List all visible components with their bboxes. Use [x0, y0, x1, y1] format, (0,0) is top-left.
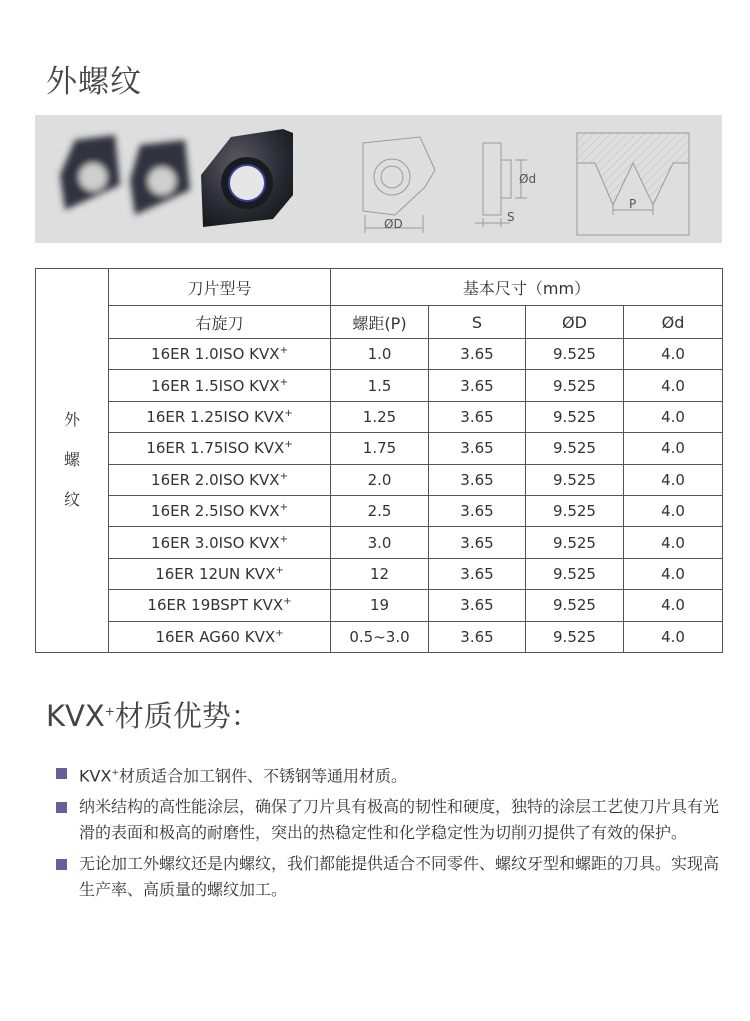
pitch-P-label: P — [629, 197, 637, 211]
bullet-square-icon — [56, 802, 67, 813]
pitch-cell: 12 — [331, 558, 429, 589]
D-cell: 9.525 — [526, 590, 624, 621]
model-cell: 16ER 1.75ISO KVX+ — [109, 433, 331, 464]
d-cell: 4.0 — [624, 370, 723, 401]
pitch-cell: 1.0 — [331, 339, 429, 370]
pitch-cell: 1.25 — [331, 401, 429, 432]
spec-table — [35, 268, 723, 653]
list-item: 纳米结构的高性能涂层，确保了刀片具有极高的韧性和硬度，独特的涂层工艺使刀片具有光滑的表面和极高的耐磨性，突出的热稳定性和化学稳定性为切削刃提供了有效的保护。 — [56, 794, 726, 847]
model-cell: 16ER AG60 KVX+ — [109, 621, 331, 652]
D-cell: 9.525 — [526, 464, 624, 495]
advantages-title: KVX+材质优势： — [46, 699, 260, 733]
table-row — [36, 339, 723, 370]
pitch-cell: 2.0 — [331, 464, 429, 495]
table-row — [36, 495, 723, 526]
list-item: 无论加工外螺纹还是内螺纹，我们都能提供适合不同零件、螺纹牙型和螺距的刀具。实现高生产率、高质量的螺纹加工。 — [56, 851, 726, 904]
pitch-cell: 2.5 — [331, 495, 429, 526]
s-cell: 3.65 — [429, 370, 526, 401]
model-cell: 16ER 3.0ISO KVX+ — [109, 527, 331, 558]
table-row — [36, 370, 723, 401]
diameter-D-label: ØD — [384, 217, 403, 231]
table-row — [36, 558, 723, 589]
table-row — [36, 401, 723, 432]
s-cell: 3.65 — [429, 339, 526, 370]
D-cell: 9.525 — [526, 527, 624, 558]
pitch-cell: 0.5~3.0 — [331, 621, 429, 652]
d-cell: 4.0 — [624, 621, 723, 652]
d-cell: 4.0 — [624, 495, 723, 526]
D-cell: 9.525 — [526, 433, 624, 464]
advantages-list — [56, 760, 726, 908]
model-cell: 16ER 19BSPT KVX+ — [109, 590, 331, 621]
pitch-cell: 1.5 — [331, 370, 429, 401]
D-cell: 9.525 — [526, 339, 624, 370]
d-cell: 4.0 — [624, 527, 723, 558]
D-cell: 9.525 — [526, 495, 624, 526]
d-cell: 4.0 — [624, 339, 723, 370]
d-header: Ød — [624, 306, 723, 339]
s-cell: 3.65 — [429, 621, 526, 652]
page-title: 外螺纹 — [46, 64, 142, 100]
table-row — [36, 464, 723, 495]
d-cell: 4.0 — [624, 558, 723, 589]
table-row — [36, 433, 723, 464]
side-label: 外 螺 纹 — [36, 269, 109, 653]
list-item: KVX+材质适合加工钢件、不锈钢等通用材质。 — [56, 760, 726, 790]
s-cell: 3.65 — [429, 401, 526, 432]
d-cell: 4.0 — [624, 590, 723, 621]
s-cell: 3.65 — [429, 558, 526, 589]
D-cell: 9.525 — [526, 558, 624, 589]
D-cell: 9.525 — [526, 401, 624, 432]
model-cell: 16ER 12UN KVX+ — [109, 558, 331, 589]
diameter-d-label: Ød — [519, 172, 537, 186]
d-cell: 4.0 — [624, 433, 723, 464]
D-cell: 9.525 — [526, 621, 624, 652]
model-cell: 16ER 2.5ISO KVX+ — [109, 495, 331, 526]
s-cell: 3.65 — [429, 495, 526, 526]
d-cell: 4.0 — [624, 401, 723, 432]
table-row — [36, 527, 723, 558]
d-cell: 4.0 — [624, 464, 723, 495]
s-cell: 3.65 — [429, 464, 526, 495]
s-header: S — [429, 306, 526, 339]
table-row — [36, 621, 723, 652]
model-cell: 16ER 2.0ISO KVX+ — [109, 464, 331, 495]
blurred-insert-middle-icon — [130, 140, 190, 215]
thread-profile-drawing — [577, 133, 689, 235]
D-header: ØD — [526, 306, 624, 339]
model-subheader: 右旋刀 — [109, 306, 331, 339]
s-cell: 3.65 — [429, 433, 526, 464]
model-cell: 16ER 1.25ISO KVX+ — [109, 401, 331, 432]
pitch-header: 螺距(P) — [331, 306, 429, 339]
model-cell: 16ER 1.5ISO KVX+ — [109, 370, 331, 401]
thread-insert-icon — [201, 129, 293, 227]
model-header: 刀片型号 — [109, 269, 331, 306]
s-cell: 3.65 — [429, 590, 526, 621]
thickness-S-label: S — [507, 210, 515, 224]
banner-illustration — [35, 115, 722, 243]
pitch-cell: 1.75 — [331, 433, 429, 464]
table-row — [36, 590, 723, 621]
dimensions-header: 基本尺寸（mm） — [331, 269, 723, 306]
product-banner — [35, 115, 722, 243]
s-cell: 3.65 — [429, 527, 526, 558]
D-cell: 9.525 — [526, 370, 624, 401]
bullet-square-icon — [56, 768, 67, 779]
blurred-insert-left-icon — [60, 135, 120, 210]
model-cell: 16ER 1.0ISO KVX+ — [109, 339, 331, 370]
pitch-cell: 19 — [331, 590, 429, 621]
pitch-cell: 3.0 — [331, 527, 429, 558]
bullet-square-icon — [56, 859, 67, 870]
